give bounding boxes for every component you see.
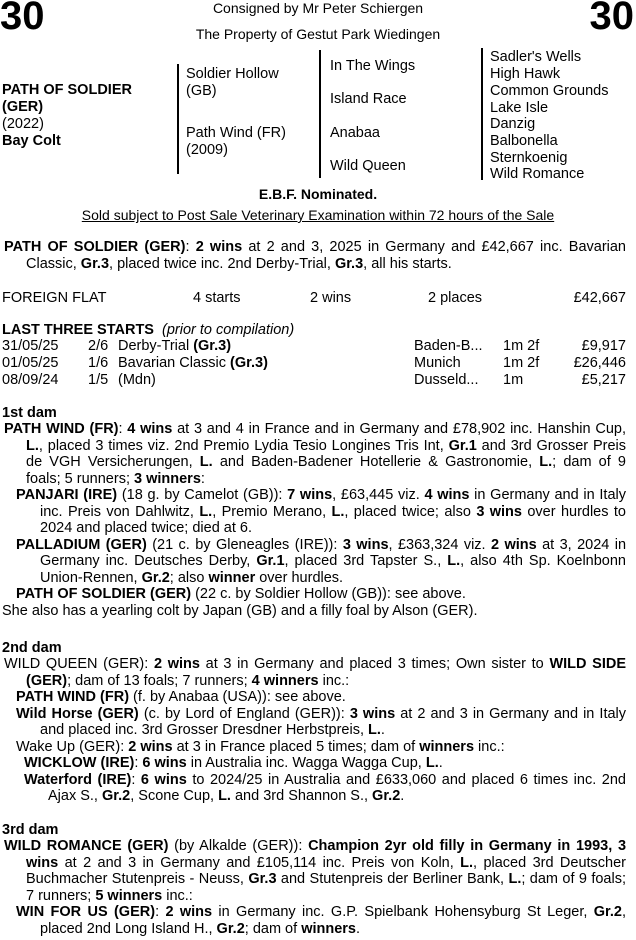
summary-grade: Gr.3 — [334, 255, 364, 272]
text: ; dam of 13 foals; 7 runners; — [67, 672, 252, 689]
text: ; dam of 9 foals; 7 runners; — [26, 871, 627, 904]
winner: winner — [208, 569, 256, 586]
horse-name-line2: (GER) — [2, 99, 44, 115]
horse-name-line1: PATH OF SOLDIER — [2, 82, 132, 98]
summary-text: , placed twice inc. 2nd Derby-Trial, — [109, 255, 335, 272]
start-race-grade: (Gr.3) — [230, 355, 268, 371]
text: ; dam of — [244, 920, 302, 937]
second-dam-offspring-1 — [2, 689, 626, 706]
text: : — [118, 421, 128, 437]
foreign-flat-label: FOREIGN FLAT — [2, 290, 107, 306]
start-position: 1/5 — [88, 372, 109, 388]
wins: 7 wins — [287, 487, 333, 503]
gen4-2: High Hawk — [490, 66, 561, 82]
text: , £363,324 viz. — [388, 536, 491, 553]
start-prize: £9,917 — [581, 338, 626, 354]
dam-name: WILD ROMANCE (GER) — [4, 838, 169, 854]
third-dam-section — [2, 838, 626, 937]
winners: 3 winners — [134, 470, 201, 487]
text: , £63,445 viz. — [332, 487, 425, 503]
first-dam-note: She also has a yearling colt by Japan (GB) and a filly foal by Alson (GER). — [2, 602, 478, 619]
winners: 4 winners — [251, 672, 319, 689]
offspring-name: PATH WIND (FR) — [16, 689, 130, 705]
dam-name: WILD QUEEN (GER) — [4, 656, 145, 672]
dam-dam: Wild Queen — [330, 158, 406, 174]
start-distance: 1m — [503, 372, 524, 388]
text: inc.: — [474, 738, 505, 755]
text: at 3 and 4 in France and in Germany and £78,902 inc. Hanshin Cup, — [172, 421, 626, 437]
offspring-name: Waterford (IRE) — [24, 771, 132, 788]
first-dam-offspring-2 — [2, 537, 626, 587]
text: (c. by Lord of England (GER)): — [138, 705, 350, 722]
start-date: 31/05/25 — [2, 338, 59, 354]
sire-dam: Island Race — [330, 91, 407, 107]
offspring-name: Wild Horse (GER) — [16, 705, 139, 722]
gen4-7: Sternkoenig — [490, 150, 568, 166]
text: and Stutenpreis der Berliner Bank, — [276, 871, 509, 887]
start-race — [118, 338, 231, 355]
text: (f. by Anabaa (USA)): see above. — [129, 689, 346, 705]
grade: L. — [199, 503, 213, 520]
grade: Gr.2 — [372, 788, 401, 804]
start-position: 1/6 — [88, 355, 109, 371]
grade: L. — [539, 454, 553, 470]
winners: winners — [301, 920, 356, 937]
grade: L. — [368, 722, 381, 738]
gen4-8: Wild Romance — [490, 166, 585, 182]
text: , placed twice; also — [344, 503, 477, 520]
grade: Gr.2 — [216, 920, 245, 937]
grade: Gr.1 — [256, 553, 285, 569]
dam-year: (2009) — [186, 142, 228, 158]
wins: 2 wins — [128, 738, 173, 755]
last-three-note: (prior to compilation) — [162, 322, 295, 338]
first-dam-title: 1st dam — [2, 405, 57, 421]
dam-name: PATH WIND (FR) — [4, 421, 119, 437]
text: : — [120, 738, 129, 755]
text: . — [438, 755, 443, 771]
sister-name: WILD SIDE (GER) — [26, 656, 627, 689]
text: : — [134, 755, 143, 771]
start-course: Baden-B... — [414, 338, 483, 354]
vet-notice: Sold subject to Post Sale Veterinary Examination within 72 hours of the Sale — [81, 207, 555, 223]
grade: L. — [26, 437, 39, 454]
third-dam-title: 3rd dam — [2, 822, 59, 838]
sire: Soldier Hollow — [186, 66, 279, 82]
summary-text: , all his starts. — [363, 255, 452, 272]
pedigree-divider-3 — [481, 48, 483, 180]
text: at 3 in France placed 5 times; dam of — [172, 738, 420, 755]
start-race-name: Derby-Trial — [118, 338, 190, 354]
start-position: 2/6 — [88, 338, 109, 354]
wins: 6 wins — [142, 755, 187, 771]
text: (22 c. by Soldier Hollow (GB)): see above. — [191, 586, 466, 602]
pedigree-divider-1 — [177, 64, 179, 174]
start-course: Munich — [414, 355, 461, 371]
gen4-4: Lake Isle — [490, 100, 549, 116]
dam-sire: Anabaa — [330, 125, 380, 141]
last-three-title: LAST THREE STARTS — [2, 322, 154, 338]
text: : — [144, 656, 154, 672]
text: to 2024/25 in Australia and £633,060 and placed 6 times inc. 2nd Ajax S., — [48, 771, 626, 804]
gen4-6: Balbonella — [490, 133, 558, 149]
text: at 2 and 3 in Germany and £105,114 inc. Preis von Koln, — [58, 854, 461, 871]
start-race-name: (Mdn) — [118, 372, 156, 388]
text: at 2 and 3 in Germany and in Italy and placed inc. 3rd Grosser Dresdner Herbstpreis, — [40, 705, 627, 738]
wins: 6 wins — [140, 771, 187, 788]
grade: Gr.2 — [593, 904, 622, 920]
start-date: 08/09/24 — [2, 372, 59, 388]
wins: 4 wins — [424, 487, 470, 503]
grade: Gr.2 — [102, 788, 131, 804]
text: , Premio Merano, — [212, 503, 332, 520]
text: over hurdles to 2024 and placed twice; died at 6. — [40, 503, 626, 536]
gen4-5: Danzig — [490, 116, 536, 132]
text: and 3rd Grosser Preis de VGH Versicherungen, — [26, 437, 626, 470]
grade: L. — [447, 553, 461, 569]
grade: Gr.3 — [248, 871, 277, 887]
third-dam-offspring-1 — [2, 904, 626, 937]
horse-sex: Bay Colt — [2, 133, 61, 149]
foreign-flat-wins: 2 wins — [310, 290, 352, 306]
text: . — [400, 788, 405, 804]
consignor: Consigned by Mr Peter Schiergen — [212, 0, 424, 16]
winners: winners — [419, 738, 475, 755]
text: over hurdles. — [255, 569, 344, 586]
foreign-flat-prize: £42,667 — [573, 290, 626, 306]
offspring-name: Wake Up (GER) — [16, 738, 121, 755]
start-prize: £26,446 — [573, 355, 626, 371]
text: (18 g. by Camelot (GB)): — [117, 487, 288, 503]
grade: L. — [331, 503, 345, 520]
gen4-3: Common Grounds — [490, 83, 609, 99]
text: , also 4th Sp. Koelnbonn Union-Rennen, — [40, 553, 626, 586]
offspring-name: PANJARI (IRE) — [16, 487, 118, 503]
text: , placed 3rd Tapster S., — [284, 553, 448, 569]
start-race-name: Bavarian Classic — [118, 355, 226, 371]
text: : — [155, 904, 166, 920]
offspring-name: PATH OF SOLDIER (GER) — [16, 586, 192, 602]
text: in Germany inc. G.P. Spielbank Hohensyburg St Leger, — [212, 904, 594, 920]
offspring-name: WICKLOW (IRE) — [24, 755, 135, 771]
first-dam-main — [2, 421, 626, 487]
lot-number-left: 30 — [0, 0, 45, 38]
text: in Germany and in Italy inc. Preis von Dahlwitz, — [40, 487, 626, 520]
start-distance: 1m 2f — [503, 338, 540, 354]
gen4-1: Sadler's Wells — [490, 49, 582, 65]
start-race — [118, 355, 268, 372]
second-dam-offspring-3 — [2, 739, 626, 756]
wins: 2 wins — [153, 656, 200, 672]
text: ; also — [169, 569, 209, 586]
start-race — [118, 372, 156, 389]
offspring-name: PALLADIUM (GER) — [16, 536, 147, 553]
first-dam-offspring-1 — [2, 487, 626, 537]
horse-year: (2022) — [2, 116, 44, 132]
grade: L. — [425, 755, 439, 771]
lot-number-right: 30 — [589, 0, 634, 38]
start-prize: £5,217 — [581, 372, 626, 388]
text: ; dam of 9 foals; 5 runners; — [26, 454, 626, 487]
text: at 3, 2024 in Germany inc. Deutsches Derby, — [40, 536, 627, 569]
grade: Gr.2 — [141, 569, 170, 586]
second-dam-offspring-2 — [2, 706, 626, 739]
text: : — [200, 470, 205, 487]
grade: Gr.1 — [448, 437, 477, 454]
property-of: The Property of Gestut Park Wiedingen — [195, 26, 441, 42]
text: , placed 3 times viz. 2nd Premio Lydia Tesio Longines Tris Int, — [38, 437, 449, 454]
second-dam-grand-offspring-2 — [2, 772, 626, 805]
dam: Path Wind (FR) — [186, 125, 286, 141]
ebf-nominated: E.B.F. Nominated. — [258, 186, 378, 202]
summary-horse-name: PATH OF SOLDIER (GER) — [4, 239, 186, 255]
summary-text: at 2 and 3, 2025 in Germany and £42,667 inc. Bavarian Classic, — [26, 239, 626, 272]
text: . — [380, 722, 385, 738]
third-dam-main — [2, 838, 626, 904]
summary-wins: 2 wins — [195, 239, 243, 255]
text: in Australia inc. Wagga Wagga Cup, — [186, 755, 426, 771]
grade: L. — [508, 871, 522, 887]
wins: 2 wins — [490, 536, 537, 553]
text: (21 c. by Gleneagles (IRE)): — [146, 536, 343, 553]
offspring-name: WIN FOR US (GER) — [16, 904, 156, 920]
wins: 3 wins — [476, 503, 522, 520]
first-dam-offspring-3 — [2, 586, 626, 603]
start-distance: 1m 2f — [503, 355, 540, 371]
second-dam-grand-offspring-1 — [2, 755, 626, 772]
text: , placed 2nd Long Island H., — [40, 904, 626, 937]
text: , Scone Cup, — [130, 788, 219, 804]
first-dam-section — [2, 421, 626, 619]
champion-note: Champion 2yr old filly in Germany in 1993, 3 wins — [26, 838, 627, 871]
pedigree-divider-2 — [319, 50, 321, 178]
text: inc.: — [318, 672, 350, 689]
wins: 2 wins — [165, 904, 213, 920]
foreign-flat-places: 2 places — [428, 290, 483, 306]
text: and Baden-Badener Hotellerie & Gastronomie, — [212, 454, 540, 470]
text: inc.: — [162, 887, 193, 904]
start-course: Dusseld... — [414, 372, 479, 388]
second-dam-main — [2, 656, 626, 689]
text: (by Alkalde (GER)): — [168, 838, 309, 854]
grade: L. — [218, 788, 231, 804]
second-dam-title: 2nd dam — [2, 640, 62, 656]
grade: L. — [199, 454, 213, 470]
wins: 3 wins — [342, 536, 389, 553]
start-race-grade: (Gr.3) — [193, 338, 232, 354]
text: : — [131, 771, 141, 788]
sire-sire: In The Wings — [330, 58, 416, 74]
foreign-flat-starts: 4 starts — [193, 290, 241, 306]
text: at 3 in Germany and placed 3 times; Own sister to — [199, 656, 550, 672]
grade: L. — [460, 854, 474, 871]
wins: 3 wins — [349, 705, 396, 722]
summary-grade: Gr.3 — [80, 255, 110, 272]
text: and 3rd Shannon S., — [230, 788, 373, 804]
text: , placed 3rd Deutscher Buchmacher Stutenpreis - Neuss, — [26, 854, 626, 887]
second-dam-section — [2, 656, 626, 805]
wins: 4 wins — [127, 421, 173, 437]
race-summary — [2, 239, 626, 272]
winners: 5 winners — [95, 887, 163, 904]
summary-text: : — [185, 239, 196, 255]
text: . — [355, 920, 361, 937]
last-three-header — [2, 322, 294, 339]
sire-country: (GB) — [186, 83, 217, 99]
start-date: 01/05/25 — [2, 355, 59, 371]
